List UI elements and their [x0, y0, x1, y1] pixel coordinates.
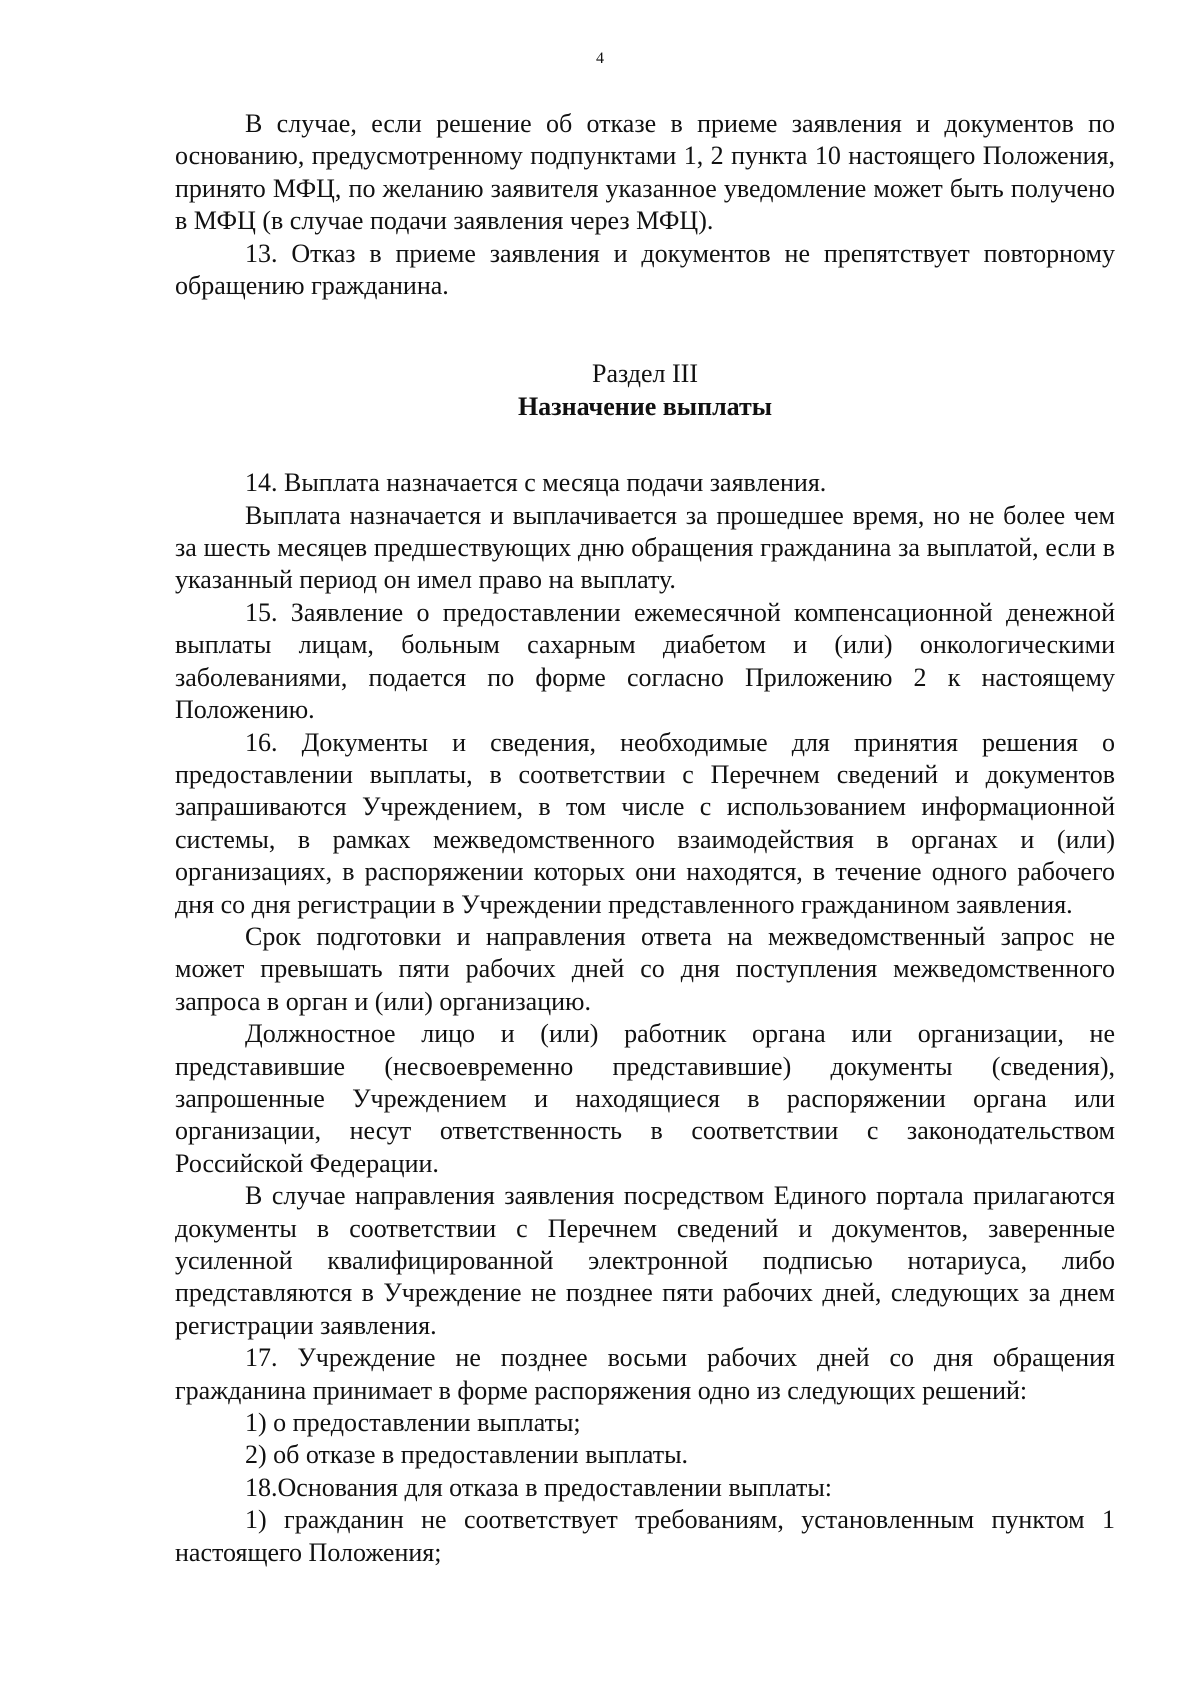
page-number: 4 [596, 50, 604, 67]
paragraph-16-portal: В случае направления заявления посредством Единого портала прилагаются документы в соответствии с Перечнем сведений и документов, заверенные усиленной квалифицированной электронной подписью нотариуса, либо представляются в Учреждение не позднее пяти рабочих дней, следующих за днем регистрации заявления. [175, 1181, 1115, 1340]
paragraph-17-item-2: 2) об отказе в предоставлении выплаты. [245, 1440, 689, 1470]
paragraph-13: 13. Отказ в приеме заявления и документов не препятствует повторному обращению гражданина. [175, 238, 1115, 301]
paragraph-refusal-mfc: В случае, если решение об отказе в приеме заявления и документов по основанию, предусмотренному подпунктами 1, 2 пункта 10 настоящего Положения, принято МФЦ, по желанию заявителя указанное уведомление может быть получено в МФЦ (в случае подачи заявления через МФЦ). [175, 109, 1115, 236]
paragraph-16: 16. Документы и сведения, необходимые для принятия решения о предоставлении выплаты, в соответствии с Перечнем сведений и документов запрашиваются Учреждением, в том числе с использованием информационной системы, в рамках межведомственного взаимодействия в органах и (или) организациях, в распоряжении которых они находятся, в течение одного рабочего дня со дня регистрации в Учреждении представленного гражданином заявления. [175, 727, 1115, 919]
section-title: Назначение выплаты [517, 391, 773, 421]
paragraph-16-deadline: Срок подготовки и направления ответа на межведомственный запрос не может превышать пяти рабочих дней со дня поступления межведомственного запроса в орган и (или) организацию. [175, 921, 1115, 1016]
paragraph-14: 14. Выплата назначается с месяца подачи заявления. [245, 468, 827, 498]
paragraph-17: 17. Учреждение не позднее восьми рабочих дней со дня обращения гражданина принимает в форме распоряжения одно из следующих решений: [175, 1343, 1115, 1405]
paragraph-17-item-1: 1) о предоставлении выплаты; [245, 1408, 581, 1438]
document-body [175, 108, 1115, 1569]
paragraph-14-retro: Выплата назначается и выплачивается за прошедшее время, но не более чем за шесть месяцев предшествующих дню обращения гражданина за выплатой, если в указанный период он имел право на выплату. [175, 500, 1115, 595]
paragraph-16-liability: Должностное лицо и (или) работник органа или организации, не представившие (несвоевременно представившие) документы (сведения), запрошенные Учреждением и находящиеся в распоряжении органа или организации, несут ответственность в соответствии с законодательством Российской Федерации. [175, 1019, 1115, 1178]
section-number: Раздел III [591, 359, 699, 389]
paragraph-18-item-1: 1) гражданин не соответствует требованиям, установленным пунктом 1 настоящего Положения; [175, 1505, 1115, 1567]
paragraph-15: 15. Заявление о предоставлении ежемесячной компенсационной денежной выплаты лицам, больным сахарным диабетом и (или) онкологическими заболеваниями, подается по форме согласно Приложению 2 к настоящему Положению. [175, 597, 1115, 725]
paragraph-18: 18.Основания для отказа в предоставлении выплаты: [245, 1472, 833, 1502]
